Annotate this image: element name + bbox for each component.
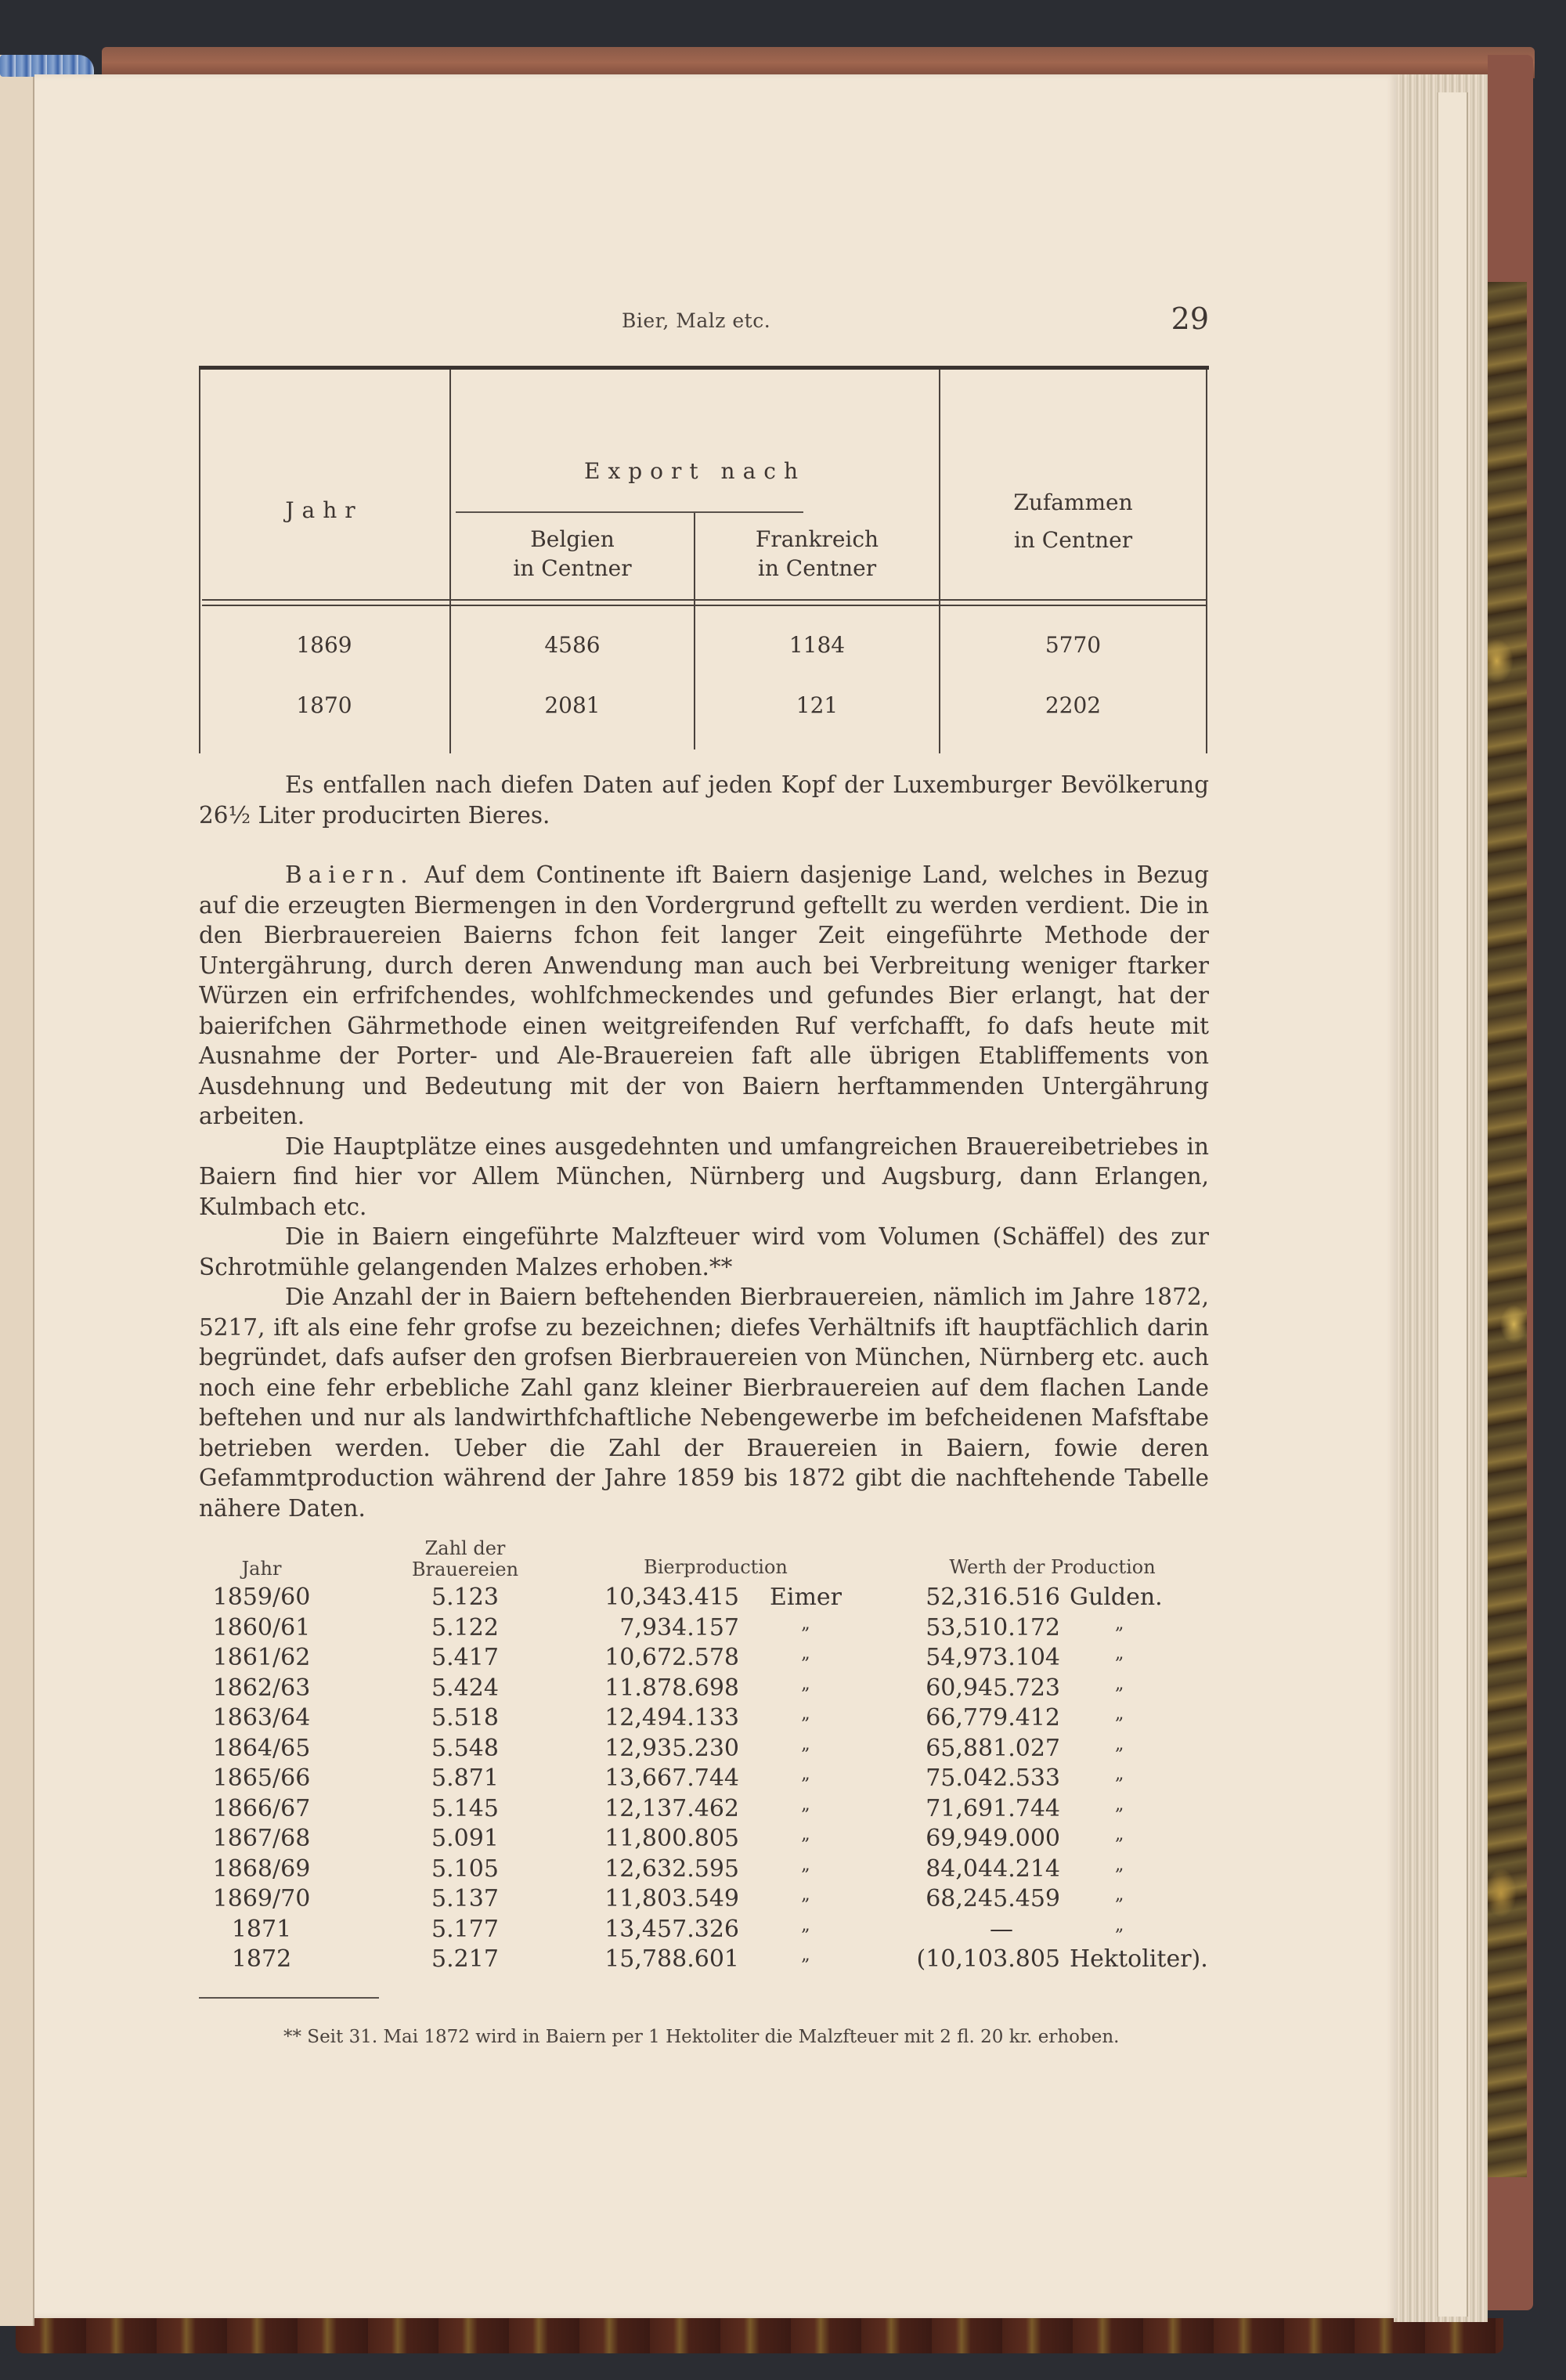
page-stack-inner: [1437, 92, 1468, 2317]
paragraph-malzsteuer: Die in Baiern eingeführte Malzfteuer wird vom Volumen (Schäffel) des zur Schrotmühle gelangenden Malzes erhoben.**: [199, 1223, 1209, 1280]
footnote: ** Seit 31. Mai 1872 wird in Baiern per 1 Hektoliter die Malzfteuer mit 2 fl. 20 kr. erhoben.: [283, 2027, 1120, 2047]
running-head: [199, 302, 1209, 341]
table-row: 1859/60 5.123 10,343.415 Eimer 52,316.516 Gulden.: [212, 1584, 1163, 1611]
header-export-group: Export nach: [584, 458, 806, 484]
paragraph-hauptplaetze: Die Hauptplätze eines ausgedehnten und umfangreichen Brauereibetriebes in Baiern find hier vor Allem München, Nürnberg und Augsburg, dann Erlangen, Kulmbach etc.: [199, 1132, 1209, 1220]
body-text: [199, 770, 1209, 1523]
production-table: [199, 1535, 1209, 1976]
header-production: Bierproduction: [644, 1556, 788, 1578]
table-row: 1863/64 5.518 12,494.133 „ 66,779.412 „: [212, 1704, 1124, 1732]
production-table-header: [199, 1535, 1209, 1584]
export-subheader-rule: [456, 511, 803, 513]
book-cover-top: [102, 47, 1535, 78]
table-row: 1864/65 5.548 12,935.230 „ 65,881.027 „: [212, 1734, 1124, 1762]
left-page-edge: [0, 55, 34, 2326]
section-lead: Baiern.: [285, 861, 414, 888]
header-breweries: Zahl der Brauereien: [411, 1537, 519, 1580]
table-top-rule: [199, 366, 1209, 370]
table-row: 1860/61 5.122 7,934.157 „ 53,510.172 „: [212, 1613, 1124, 1641]
header-year: Jahr: [241, 1558, 282, 1580]
header-france: Frankreich in Centner: [755, 526, 879, 581]
running-title: Bier, Malz etc.: [622, 309, 771, 332]
paragraph-per-capita: Es entfallen nach diefen Daten auf jeden Kopf der Luxemburger Bevölkerung 26½ Liter producirten Bieres.: [199, 771, 1209, 829]
header-belgium: Belgien in Centner: [513, 526, 632, 581]
table-row: 1869/70 5.137 11,803.549 „ 68,245.459 „: [212, 1885, 1124, 1912]
table-row: 1872 5.217 15,788.601 „ (10,103.805 Hektoliter).: [231, 1945, 1208, 1973]
page-number: 29: [1171, 302, 1209, 336]
header-year: Jahr: [285, 497, 363, 523]
spine-headband: [0, 55, 94, 77]
table-row: 1867/68 5.091 11,800.805 „ 69,949.000 „: [212, 1825, 1124, 1852]
paragraph-anzahl: Die Anzahl der in Baiern beftehenden Bierbrauereien, nämlich im Jahre 1872, 5217, ift als eine fehr grofse zu bezeichnen; diefes Verhältnifs ift hauptfächlich darin begründet, dafs aufser den grofsen Bierbrauereien von München, Nürnberg etc. auch noch eine fehr erbebliche Zahl ganz kleiner Bierbrauereien auf dem flachen Lande beftehen und nur als landwirthfchaftliche Nebengewerbe im befcheidenen Mafsftabe betrieben werden. Ueber die Zahl der Brauereien in Baiern, fowie deren Gefammtproduction während der Jahre 1859 bis 1872 gibt die nachftehende Tabelle nähere Daten.: [199, 1284, 1209, 1522]
table-row: 1865/66 5.871 13,667.744 „ 75.042.533 „: [212, 1764, 1124, 1792]
book-cover-bottom: [16, 2318, 1503, 2353]
header-double-rule: [202, 605, 1207, 606]
table-row: 1862/63 5.424 11.878.698 „ 60,945.723 „: [212, 1674, 1124, 1702]
header-total: Zufammen in Centner: [1013, 489, 1133, 553]
table-row: 1871 5.177 13,457.326 „ — „: [231, 1915, 1124, 1943]
header-double-rule: [202, 599, 1207, 601]
footnote-rule: [199, 1997, 379, 1999]
table-row: 1866/67 5.145 12,137.462 „ 71,691.744 „: [212, 1794, 1124, 1822]
table-border-right: [1206, 370, 1207, 753]
export-table: Jahr Export nach Belgien in Centner Frankreich in Centner Zufammen in Centner 1869 4586 1184 5770 1870 2081 121 2202: [199, 366, 1209, 756]
table-row: 1868/69 5.105 12,632.595 „ 84,044.214 „: [212, 1855, 1124, 1883]
book-page: [34, 74, 1397, 2318]
marbled-edge: [1484, 282, 1527, 2177]
table-row: 1861/62 5.417 10,672.578 „ 54,973.104 „: [212, 1644, 1124, 1671]
header-value: Werth der Production: [949, 1556, 1156, 1578]
paragraph-baiern: Baiern. Auf dem Continente ift Baiern dasjenige Land, welches in Bezug auf die erzeugten Biermengen in den Vordergrund geftellt zu werden verdient. Die in den Bierbrauereien Baierns fchon feit langer Zeit eingeführte Methode der Untergährung, durch deren Anwendung man auch bei Verbreitung weniger ftarker Würzen ein erfrifchendes, wohlfchmeckendes und gefundes Bier erlangt, hat der baierifchen Gährmethode einen weitgreifenden Ruf verfchafft, fo dafs heute mit Ausnahme der Porter- und Ale-Brauereien faft alle übrigen Etabliffements von Ausdehnung und Bedeutung mit der von Baiern herftammenden Untergährung arbeiten.: [199, 861, 1209, 1129]
